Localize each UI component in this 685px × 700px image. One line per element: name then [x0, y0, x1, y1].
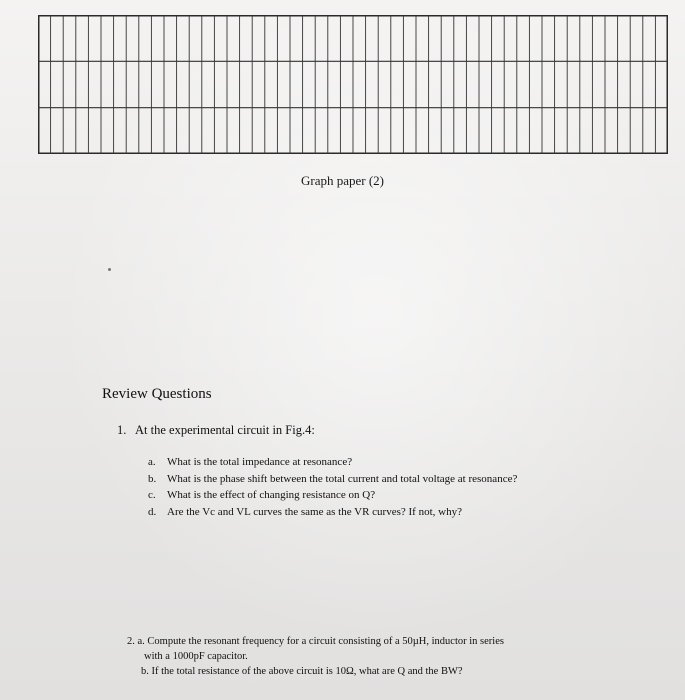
question-1d-text: Are the Vc and VL curves the same as the VR curves? If not, why? — [167, 505, 462, 518]
graph-paper-grid — [38, 15, 668, 154]
review-questions-heading: Review Questions — [102, 386, 212, 402]
question-1a — [148, 456, 517, 473]
question-1b-text: What is the phase shift between the total current and total voltage at resonance? — [167, 472, 518, 485]
question-1-text: At the experimental circuit in Fig.4: — [135, 423, 315, 437]
question-1a-letter: a. — [148, 456, 156, 468]
question-1b-letter: b. — [148, 472, 157, 485]
question-2-line-1: 2. a. Compute the resonant frequency for a circuit consisting of a 50µH, inductor in series — [127, 636, 504, 647]
question-1 — [117, 423, 315, 438]
question-1a-text: What is the total impedance at resonance? — [167, 456, 353, 468]
question-1b — [148, 473, 517, 490]
graph-grid-svg — [38, 15, 668, 154]
graph-caption: Graph paper (2) — [300, 173, 384, 188]
question-1d-letter: d. — [148, 505, 157, 518]
question-1c-letter: c. — [148, 489, 156, 501]
question-2-line-2: with a 1000pF capacitor. — [144, 651, 248, 662]
question-1c-text: What is the effect of changing resistance on Q? — [167, 489, 376, 501]
question-1-number: 1. — [117, 423, 127, 437]
question-1c — [148, 489, 517, 506]
question-2 — [127, 636, 577, 681]
question-2-line-3: b. If the total resistance of the above circuit is 10Ω, what are Q and the BW? — [141, 666, 463, 677]
speck-mark — [108, 268, 111, 271]
question-1d — [148, 506, 517, 523]
question-1-subitems — [148, 456, 517, 522]
